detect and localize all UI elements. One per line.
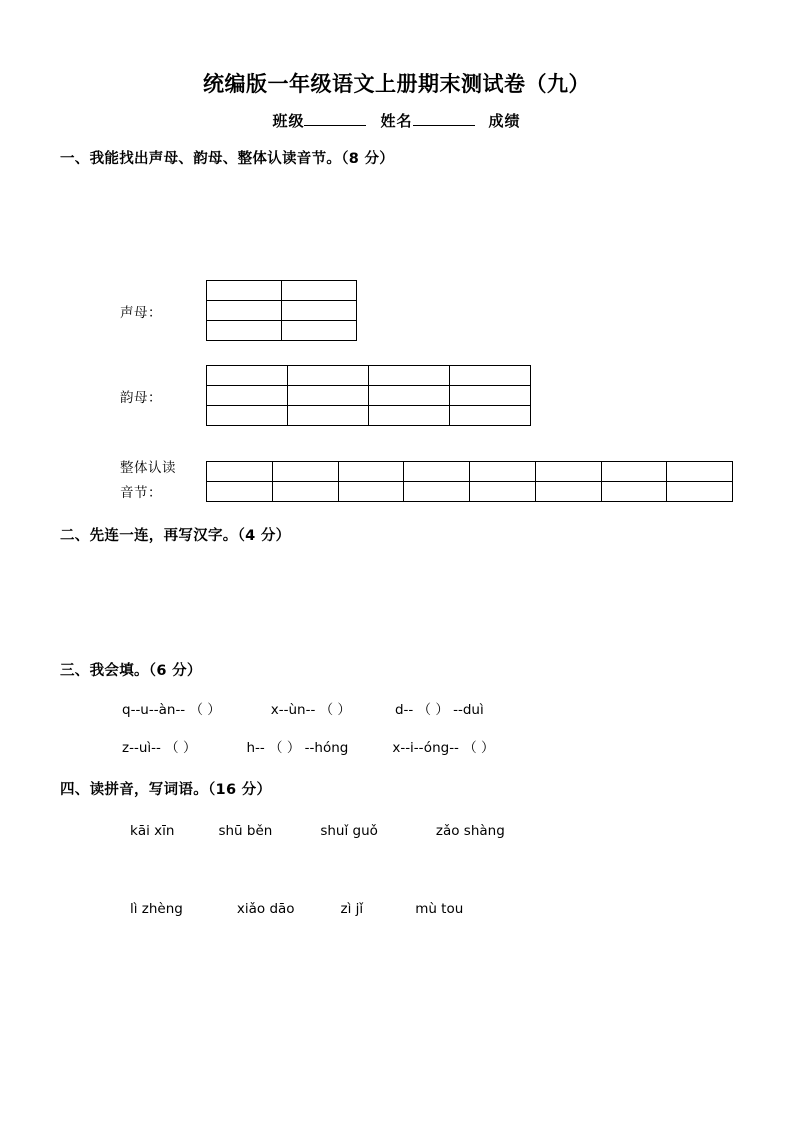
grid-cell[interactable] (369, 366, 450, 386)
section-2-workspace (60, 545, 733, 653)
grid-cell[interactable] (207, 301, 282, 321)
name-blank[interactable] (413, 125, 475, 126)
pinyin-item: x--i--óng-- （ ） (392, 740, 495, 756)
grid-cell[interactable] (207, 481, 273, 501)
table-row[interactable] (207, 386, 531, 406)
grid-cell[interactable] (450, 366, 531, 386)
section-3-heading: 三、我会填。（6 分） (60, 663, 202, 679)
grid-cell[interactable] (535, 481, 601, 501)
yunmu-row (120, 365, 733, 426)
grid-cell[interactable] (288, 366, 369, 386)
grid-cell[interactable] (272, 461, 338, 481)
grid-cell[interactable] (369, 406, 450, 426)
word-prompt: mù tou (415, 901, 464, 917)
grid-cell[interactable] (207, 461, 273, 481)
pinyin-item: d-- （ ） --duì (394, 702, 484, 718)
table-row[interactable] (207, 406, 531, 426)
grid-cell[interactable] (207, 366, 288, 386)
word-row-1 (130, 823, 733, 839)
yunmu-label: 韵母： (120, 389, 162, 406)
word-prompt: zì jǐ (340, 901, 364, 917)
student-info-line (60, 110, 733, 131)
shengmu-row (120, 280, 733, 341)
pinyin-item: h-- （ ） --hóng (246, 740, 349, 756)
grid-cell[interactable] (369, 386, 450, 406)
zhengti-grid[interactable] (206, 461, 733, 502)
word-prompt: xiǎo dāo (236, 901, 295, 917)
grid-cell[interactable] (207, 281, 282, 301)
grid-cell[interactable] (282, 321, 357, 341)
word-prompt: shuǐ guǒ (320, 823, 378, 839)
grid-cell[interactable] (470, 461, 536, 481)
score-label: 成绩 (488, 112, 521, 130)
section-4-heading: 四、读拼音，写词语。（16 分） (60, 782, 272, 798)
pinyin-item: q--u--àn-- （ ） (122, 702, 221, 718)
table-row[interactable] (207, 281, 357, 301)
word-prompt: zǎo shàng (435, 823, 505, 839)
grid-cell[interactable] (601, 481, 667, 501)
yunmu-grid[interactable] (206, 365, 531, 426)
table-row[interactable] (207, 461, 733, 481)
grid-cell[interactable] (338, 481, 404, 501)
shengmu-label: 声母： (120, 304, 162, 321)
table-row[interactable] (207, 366, 531, 386)
pinyin-item: z--uì-- （ ） (122, 740, 197, 756)
table-row[interactable] (207, 481, 733, 501)
grid-cell[interactable] (272, 481, 338, 501)
grid-cell[interactable] (207, 321, 282, 341)
grid-cell[interactable] (404, 481, 470, 501)
grid-cell[interactable] (601, 461, 667, 481)
pinyin-row-2 (122, 736, 733, 756)
section-1-workspace (60, 168, 733, 280)
table-row[interactable] (207, 301, 357, 321)
table-row[interactable] (207, 321, 357, 341)
class-label: 班级 (272, 112, 305, 130)
grid-cell[interactable] (288, 386, 369, 406)
shengmu-grid[interactable] (206, 280, 357, 341)
grid-cell[interactable] (207, 406, 288, 426)
section-2-heading: 二、先连一连，再写汉字。（4 分） (60, 528, 291, 544)
page-title: 统编版一年级语文上册期末测试卷（九） (203, 72, 590, 96)
word-prompt: shū běn (218, 823, 273, 839)
word-prompt: kāi xīn (130, 823, 175, 839)
pinyin-row-1 (122, 698, 733, 718)
grid-cell[interactable] (404, 461, 470, 481)
zhengti-row (120, 456, 733, 506)
zhengti-label-line1: 整体认读 (120, 460, 176, 476)
grid-cell[interactable] (450, 406, 531, 426)
grid-cell[interactable] (450, 386, 531, 406)
grid-cell[interactable] (207, 386, 288, 406)
grid-cell[interactable] (667, 461, 733, 481)
zhengti-label-line2: 音节： (120, 485, 162, 501)
grid-cell[interactable] (667, 481, 733, 501)
grid-cell[interactable] (535, 461, 601, 481)
section-1-heading: 一、我能找出声母、韵母、整体认读音节。（8 分） (60, 151, 395, 167)
grid-cell[interactable] (470, 481, 536, 501)
grid-cell[interactable] (288, 406, 369, 426)
word-row-2 (130, 901, 733, 917)
word-prompt: lì zhèng (130, 901, 183, 917)
pinyin-item: x--ùn-- （ ） (270, 702, 351, 718)
name-label: 姓名 (380, 112, 413, 130)
grid-cell[interactable] (338, 461, 404, 481)
class-blank[interactable] (304, 125, 366, 126)
zhengti-label (120, 456, 206, 506)
grid-cell[interactable] (282, 301, 357, 321)
grid-cell[interactable] (282, 281, 357, 301)
